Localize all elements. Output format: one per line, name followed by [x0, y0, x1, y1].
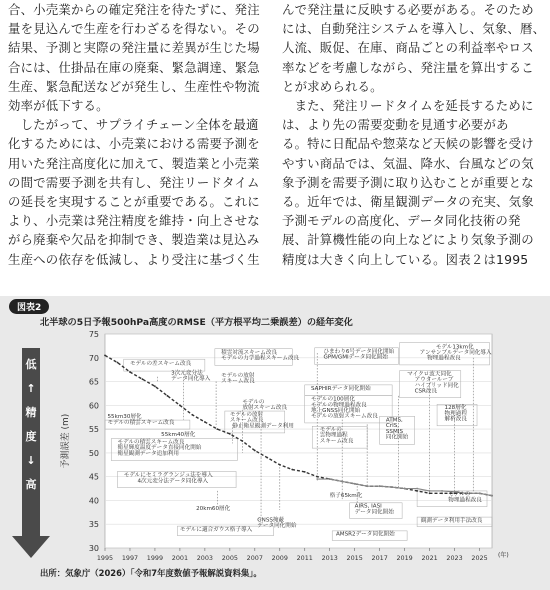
- data-point: [142, 378, 144, 380]
- data-point: [279, 464, 281, 466]
- body-text-line: 生産への依存を低減し、より受注に基づく生: [8, 251, 260, 267]
- accuracy-arrow-char: ↓: [26, 454, 36, 467]
- body-text-line: 予測モデルの高度化、データ同化技術の発: [282, 213, 521, 229]
- body-text-line: また、発注リードタイムを延長するために: [282, 98, 534, 114]
- annotation-label: 格子65km化: [329, 493, 363, 500]
- y-tick-label: 65: [88, 377, 99, 387]
- annotation-label: モデルの: [448, 491, 471, 498]
- y-tick-label: 40: [88, 496, 99, 506]
- x-tick-label: 2001: [171, 554, 189, 562]
- annotation-label: CrIS,: [385, 423, 400, 430]
- x-tick-label: 2007: [246, 554, 263, 562]
- data-point: [416, 488, 418, 490]
- annotation-label: 衛星観測データ追加利用: [117, 450, 180, 457]
- data-point: [191, 414, 193, 416]
- body-text-line: 結果、予測と実際の発注量に差異が生じた場: [8, 40, 260, 56]
- annotation-label: AIRS, IASI: [354, 503, 382, 510]
- y-axis-label: 予測誤差 (m): [61, 413, 71, 469]
- body-text-line: 展、計算機性能の向上などにより気象予測の: [282, 232, 534, 248]
- body-text-line: 精度は大きく向上している。図表２は1995: [282, 251, 529, 267]
- x-tick-label: 2009: [271, 554, 288, 562]
- annotation-label: アウタールーブ: [414, 377, 454, 384]
- annotation-label: 放射スキーム改良: [242, 405, 288, 412]
- data-point: [104, 355, 106, 357]
- data-point: [241, 440, 243, 442]
- annotation-label: 雲物理過程: [319, 432, 348, 439]
- annotation-label: アンサンブルデータ同化導入: [419, 349, 492, 356]
- data-point: [304, 471, 306, 473]
- body-text-line: 人流、販促、在庫、商品ごとの利益率やロス: [282, 40, 534, 56]
- data-point: [316, 476, 318, 478]
- annotation-label: モデルに適合ガウス格子導入: [179, 526, 253, 533]
- data-point: [479, 492, 481, 494]
- annotation-label: 観測データ利用手法改良: [420, 517, 483, 524]
- y-tick-label: 35: [88, 520, 99, 530]
- annotation-label: スキーム改良: [221, 378, 255, 385]
- annotation-label: モデルの放射スキーム改良: [310, 413, 378, 420]
- body-text-line: 率などを考慮しながら、発注量を算出するこ: [282, 59, 534, 75]
- body-column-right: [282, 0, 547, 269]
- x-tick-label: 1995: [96, 554, 114, 562]
- annotation-label: 同化開始: [385, 434, 409, 441]
- y-tick-label: 45: [88, 472, 99, 482]
- annotation-label: モデルの放射: [229, 411, 264, 418]
- data-point: [366, 485, 368, 487]
- annotation-label: 解析改良: [444, 416, 467, 423]
- body-text-line: やすい商品では、気温、降水、台風などの気: [282, 155, 534, 171]
- annotation-label: 地上GNSS同化開始: [310, 407, 361, 414]
- data-point: [316, 478, 318, 480]
- data-point: [254, 450, 256, 452]
- annotation-label: 静止衛星観測データ利用: [232, 423, 294, 430]
- y-tick-label: 50: [88, 448, 99, 458]
- body-text-line: る。近年では、衛星観測データの充実、気象: [282, 194, 534, 210]
- body-text-line: より、小売業は発注精度を維持・向上させな: [8, 213, 260, 229]
- annotation-label: CSR改良: [414, 388, 438, 395]
- body-text-line: の間で需要予測を共有し、発注リードタイム: [8, 174, 260, 190]
- annotation-label: データ同化開始: [354, 509, 394, 516]
- y-tick-label: 55: [88, 425, 99, 435]
- accuracy-arrow-char: ↑: [26, 382, 36, 395]
- data-point: [216, 428, 218, 430]
- body-text-line: は、より先の需要変動を見通す必要があ: [282, 117, 509, 133]
- annotation-label: 物理過程: [444, 410, 467, 417]
- accuracy-arrow-char: 低: [25, 358, 37, 371]
- accuracy-arrow-char: 精: [25, 406, 37, 419]
- y-tick-label: 70: [88, 353, 99, 363]
- annotation-label: スキーム改良: [319, 438, 354, 445]
- body-text-line: 効率が低下する。: [8, 98, 109, 114]
- body-text-line: 生産、緊急配送などが発生し、生産性や物流: [8, 78, 260, 94]
- annotation-label: モデル13km化: [435, 344, 474, 351]
- x-tick-label: 2019: [396, 554, 413, 562]
- data-point: [329, 478, 331, 480]
- annotation-label: 128層化: [444, 405, 467, 412]
- data-point: [291, 469, 293, 471]
- x-tick-label: 2023: [446, 554, 463, 562]
- accuracy-arrow: [12, 348, 50, 558]
- data-point: [429, 492, 431, 494]
- x-tick-label: 2011: [296, 554, 313, 562]
- rmse-chart: [0, 326, 550, 576]
- x-unit-label: (年): [498, 552, 509, 559]
- data-point: [117, 362, 119, 364]
- body-text-line: の延長を実現することが重要である。これに: [8, 194, 260, 210]
- x-tick-label: 2015: [346, 554, 363, 562]
- annotation-label: 積雲対流スキーム改良: [221, 349, 278, 356]
- data-point: [129, 371, 131, 373]
- data-point: [354, 483, 356, 485]
- annotation-label: スキーム改良: [229, 417, 264, 424]
- annotation-label: モデルの: [319, 427, 342, 434]
- x-tick-label: 1999: [146, 554, 164, 562]
- figure-panel: [0, 296, 550, 590]
- body-text-line: には、自動発注システムを導入し、気象、暦、: [282, 21, 546, 37]
- annotation-label: 55km40層化: [161, 432, 196, 439]
- data-point: [167, 395, 169, 397]
- annotation-label: モデルにセミラグランジュ法を導入: [123, 472, 213, 479]
- annotation-label: 衛星輝度温度データ直接同化開始: [117, 445, 202, 452]
- figure-tag: 図表2: [9, 299, 49, 314]
- annotation-label: 20km60層化: [196, 505, 231, 512]
- x-tick-label: 2003: [196, 554, 214, 562]
- body-text-line: 象予測を需要予測に取り込むことが重要とな: [282, 174, 534, 190]
- data-point: [204, 421, 206, 423]
- annotation-label: SSMIS: [385, 428, 404, 435]
- annotation-label: AMSR2データ同化開始: [335, 531, 395, 538]
- body-text-line: 量を見込んで生産を行わざるを得ない。その: [8, 21, 260, 37]
- y-tick-label: 60: [88, 401, 99, 411]
- body-text-line: 化するためには、小売業における需要予測を: [8, 136, 260, 152]
- data-point: [379, 485, 381, 487]
- annotation-label: モデルの: [242, 399, 265, 406]
- data-point: [491, 495, 493, 497]
- x-tick-label: 2005: [221, 554, 238, 562]
- annotation-label: GPM/GMIデータ同化開始: [323, 354, 388, 361]
- annotation-label: モデルの力学過程スキーム改良: [221, 355, 300, 362]
- body-text-line: 合には、仕掛品在庫の廃棄、緊急調達、緊急: [8, 59, 260, 75]
- annotation-label: ハイブリッド同化: [414, 382, 459, 389]
- annotation-label: マイクロ波天同化: [407, 371, 452, 378]
- annotation-label: モデルの差スキーム改良: [129, 360, 192, 367]
- x-tick-label: 2025: [471, 554, 488, 562]
- data-point: [179, 404, 181, 406]
- y-tick-label: 30: [88, 544, 99, 553]
- data-point: [416, 490, 418, 492]
- x-tick-label: 2021: [421, 554, 438, 562]
- annotation-label: 3次元変分法: [171, 370, 203, 377]
- data-point: [229, 433, 231, 435]
- data-point: [441, 492, 443, 494]
- annotation-label: 物理過程改良: [448, 497, 482, 504]
- body-text-line: とが求められる。: [282, 78, 383, 94]
- data-point: [154, 385, 156, 387]
- data-point: [341, 481, 343, 483]
- annotation-label: モデルの積雲スキーム改良: [117, 439, 185, 446]
- accuracy-arrow-char: 高: [25, 478, 37, 491]
- annotation-label: SAPHIRデータ同化開始: [310, 386, 371, 393]
- figure-source: 出所：気象庁（2026）「令和7年度数値予報解説資料集」。: [40, 568, 262, 578]
- x-tick-label: 1997: [121, 554, 139, 562]
- annotation-label: データ同化開始: [257, 523, 297, 530]
- annotation-label: 4次元変分法データ同化導入: [137, 478, 209, 485]
- data-point: [441, 490, 443, 492]
- annotation-label: モデルの積雲スキーム改良: [107, 419, 175, 426]
- annotation-label: モデルの物理過程改良: [310, 402, 367, 409]
- data-point: [404, 488, 406, 490]
- data-point: [429, 490, 431, 492]
- annotation-label: ひまわり6号データ同化開始: [323, 349, 395, 356]
- body-text-line: んで発注量に反映する必要がある。そのため: [282, 2, 534, 17]
- body-text-line: る。特に日配品や惣菜など天候の影響を受け: [282, 136, 534, 152]
- y-tick-label: 75: [88, 330, 99, 339]
- body-text-line: 用いた発注高度化に加えて、製造業と小売業: [8, 155, 260, 171]
- annotation-label: モデルの放射: [221, 372, 255, 379]
- x-tick-label: 2013: [321, 554, 338, 562]
- annotation-label: ATMS,: [385, 417, 403, 424]
- figure-title: 北半球の5日予報500hPa高度のRMSE（平方根平均二乗誤差）の経年変化: [40, 317, 353, 328]
- x-tick-label: 2017: [371, 554, 388, 562]
- body-text-line: したがって、サプライチェーン全体を最適: [8, 117, 259, 133]
- annotation-label: 55km30層化: [107, 414, 142, 421]
- annotation-label: 物理過程改良: [427, 355, 461, 362]
- accuracy-arrow-char: 度: [25, 430, 37, 443]
- body-column-left: [8, 0, 273, 269]
- body-text-line: がら廃棄や欠品を抑制でき、製造業は見込み: [8, 232, 260, 248]
- annotation-label: モデルの100層化: [310, 396, 355, 403]
- data-point: [391, 486, 393, 488]
- data-point: [266, 457, 268, 459]
- annotation-label: GNSS掩蔽: [257, 517, 285, 524]
- annotation-label: データ同化導入: [171, 376, 211, 383]
- body-text-line: 合、小売業からの確定発注を待たずに、発注: [8, 2, 260, 17]
